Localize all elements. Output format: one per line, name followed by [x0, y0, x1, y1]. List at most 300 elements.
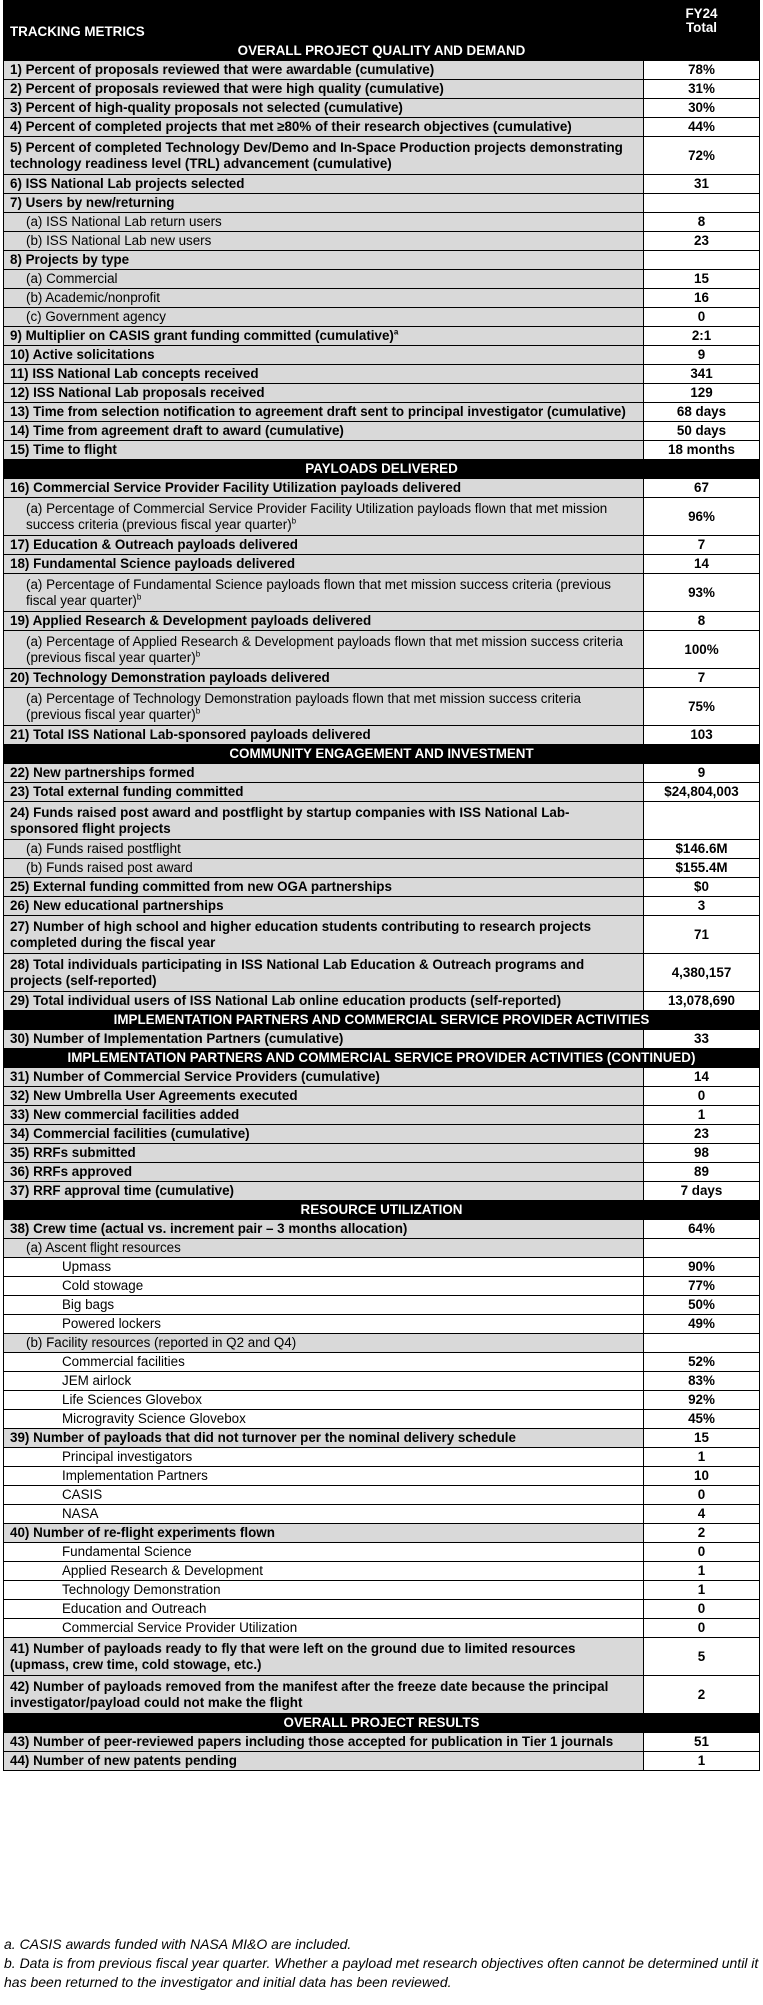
section-header-row [4, 42, 760, 61]
table-row [4, 498, 760, 536]
metric-value [644, 1334, 760, 1353]
metric-label [4, 1163, 644, 1182]
metric-label [4, 1505, 644, 1524]
metric-label-text: JEM airlock [62, 1373, 132, 1389]
metric-label [4, 1486, 644, 1505]
metric-value: 50 days [644, 422, 760, 441]
metric-label [4, 1600, 644, 1619]
metric-label-text: 14) Time from agreement draft to award (cumulative) [10, 423, 344, 439]
metric-label [4, 270, 644, 289]
metric-label [4, 213, 644, 232]
metric-value: 4,380,157 [644, 954, 760, 992]
table-row [4, 194, 760, 213]
section-title: PAYLOADS DELIVERED [4, 460, 760, 479]
metric-value: 14 [644, 1068, 760, 1087]
metric-label [4, 536, 644, 555]
metric-label-text: 6) ISS National Lab projects selected [10, 176, 245, 192]
metric-label [4, 80, 644, 99]
metric-label-text: 41) Number of payloads ready to fly that were left on the ground due to limited resources (upmass, crew time, cold stowage, etc.) [10, 1641, 576, 1672]
metric-label [4, 1448, 644, 1467]
table-row [4, 1315, 760, 1334]
metric-label [4, 1752, 644, 1771]
metric-label-text: 31) Number of Commercial Service Providers (cumulative) [10, 1069, 380, 1085]
metric-value: 1 [644, 1562, 760, 1581]
metric-label-text: Fundamental Science [62, 1544, 192, 1560]
metric-value: 14 [644, 555, 760, 574]
metric-label [4, 992, 644, 1011]
metric-label-text: 19) Applied Research & Development payloads delivered [10, 613, 372, 629]
metric-label-text: 3) Percent of high-quality proposals not selected (cumulative) [10, 100, 403, 116]
metric-label [4, 1030, 644, 1049]
table-row [4, 574, 760, 612]
metric-label-text: 21) Total ISS National Lab-sponsored payloads delivered [10, 727, 371, 743]
metric-label-text: 20) Technology Demonstration payloads delivered [10, 670, 330, 686]
metric-value: 1 [644, 1581, 760, 1600]
metric-label [4, 327, 644, 346]
metric-label [4, 346, 644, 365]
metric-value: 13,078,690 [644, 992, 760, 1011]
metric-label [4, 555, 644, 574]
table-row [4, 954, 760, 992]
table-row [4, 1505, 760, 1524]
table-row [4, 1524, 760, 1543]
metric-label [4, 859, 644, 878]
metric-value: 9 [644, 764, 760, 783]
table-row [4, 840, 760, 859]
metric-label-text: (a) Percentage of Technology Demonstration payloads flown that met mission success criteria (previous fiscal year quarter) [26, 691, 581, 722]
table-row [4, 916, 760, 954]
metric-value: 64% [644, 1220, 760, 1239]
metric-label-text: Microgravity Science Glovebox [62, 1411, 246, 1427]
footnote-marker: b [195, 649, 201, 659]
table-row [4, 1087, 760, 1106]
header-title: TRACKING METRICS [4, 1, 644, 42]
section-header-row [4, 460, 760, 479]
metric-label-text: (a) Funds raised postflight [26, 841, 181, 857]
table-row [4, 1372, 760, 1391]
metric-label-text: 15) Time to flight [10, 442, 117, 458]
metric-value: 2 [644, 1676, 760, 1714]
metric-label [4, 1562, 644, 1581]
section-title: OVERALL PROJECT QUALITY AND DEMAND [4, 42, 760, 61]
metric-label-text: (a) Percentage of Fundamental Science payloads flown that met mission success criteria (previous fiscal year quarter) [26, 577, 611, 608]
metric-label [4, 308, 644, 327]
table-row [4, 175, 760, 194]
metric-label [4, 1619, 644, 1638]
table-row [4, 80, 760, 99]
metric-label-text: Applied Research & Development [62, 1563, 263, 1579]
table-row [4, 669, 760, 688]
table-row [4, 992, 760, 1011]
table-row [4, 1106, 760, 1125]
section-title: RESOURCE UTILIZATION [4, 1201, 760, 1220]
metric-label-text: (a) Commercial [26, 271, 118, 287]
table-row [4, 1296, 760, 1315]
metric-value: 3 [644, 897, 760, 916]
metric-label-text: Commercial Service Provider Utilization [62, 1620, 298, 1636]
metric-label-text: 22) New partnerships formed [10, 765, 195, 781]
metric-value: 4 [644, 1505, 760, 1524]
metric-value: 103 [644, 726, 760, 745]
table-row [4, 1030, 760, 1049]
metric-value: 49% [644, 1315, 760, 1334]
metric-value: 98 [644, 1144, 760, 1163]
metric-label-text: Education and Outreach [62, 1601, 207, 1617]
table-row [4, 1163, 760, 1182]
metric-label [4, 384, 644, 403]
metric-label [4, 764, 644, 783]
table-row [4, 1277, 760, 1296]
metric-label [4, 1182, 644, 1201]
table-header-row [4, 1, 760, 42]
metric-value: 93% [644, 574, 760, 612]
table-row [4, 631, 760, 669]
metric-label [4, 612, 644, 631]
metric-label-text: 30) Number of Implementation Partners (cumulative) [10, 1031, 344, 1047]
table-row [4, 764, 760, 783]
table-row [4, 1410, 760, 1429]
table-row [4, 783, 760, 802]
metric-label-text: 44) Number of new patents pending [10, 1753, 237, 1769]
metric-value: 7 days [644, 1182, 760, 1201]
metric-label-text: 18) Fundamental Science payloads delivered [10, 556, 296, 572]
table-row [4, 422, 760, 441]
metric-value: $24,804,003 [644, 783, 760, 802]
table-row [4, 1752, 760, 1771]
metric-label-text: 40) Number of re-flight experiments flown [10, 1525, 275, 1541]
metric-label [4, 365, 644, 384]
metric-label-text: (b) ISS National Lab new users [26, 233, 212, 249]
metric-label [4, 61, 644, 80]
metric-value: 0 [644, 1600, 760, 1619]
metric-label-text: 29) Total individual users of ISS National Lab online education products (self-reported) [10, 993, 562, 1009]
metric-label [4, 1676, 644, 1714]
metric-label-text: NASA [62, 1506, 99, 1522]
metric-label-text: Commercial facilities [62, 1354, 185, 1370]
table-row [4, 1391, 760, 1410]
table-row [4, 1353, 760, 1372]
metric-label-text: 26) New educational partnerships [10, 898, 224, 914]
metric-value: 16 [644, 289, 760, 308]
table-row [4, 232, 760, 251]
metric-label-text: 32) New Umbrella User Agreements executed [10, 1088, 298, 1104]
table-row [4, 802, 760, 840]
metric-label-text: Life Sciences Glovebox [62, 1392, 202, 1408]
metric-label [4, 99, 644, 118]
metric-value: 51 [644, 1733, 760, 1752]
metric-label [4, 1125, 644, 1144]
table-row [4, 1220, 760, 1239]
metric-label [4, 802, 644, 840]
section-title: OVERALL PROJECT RESULTS [4, 1714, 760, 1733]
metric-value: 45% [644, 1410, 760, 1429]
metric-label-text: Cold stowage [62, 1278, 144, 1294]
metric-value: 0 [644, 1486, 760, 1505]
table-row [4, 479, 760, 498]
metric-label-text: 36) RRFs approved [10, 1164, 133, 1180]
table-row [4, 270, 760, 289]
metric-label-text: (a) Ascent flight resources [26, 1240, 181, 1256]
table-row [4, 327, 760, 346]
table-row [4, 1638, 760, 1676]
metric-label [4, 916, 644, 954]
metric-value: 18 months [644, 441, 760, 460]
table-row [4, 1543, 760, 1562]
metric-value: 31 [644, 175, 760, 194]
table-row [4, 289, 760, 308]
table-row [4, 1144, 760, 1163]
metric-label-text: 8) Projects by type [10, 252, 130, 268]
metric-value: 15 [644, 1429, 760, 1448]
metric-label [4, 1467, 644, 1486]
metric-label [4, 1277, 644, 1296]
metric-label-text: 42) Number of payloads removed from the manifest after the freeze date because the principal investigator/payload could not make the flight [10, 1679, 609, 1710]
table-row [4, 1600, 760, 1619]
metric-label [4, 1087, 644, 1106]
metric-value: 0 [644, 1619, 760, 1638]
metric-value: 8 [644, 612, 760, 631]
table-row [4, 137, 760, 175]
header-column-fy24-total [644, 1, 760, 42]
metric-value: 96% [644, 498, 760, 536]
metric-label-text: 39) Number of payloads that did not turnover per the nominal delivery schedule [10, 1430, 516, 1446]
section-title: IMPLEMENTATION PARTNERS AND COMMERCIAL SERVICE PROVIDER ACTIVITIES (CONTINUED) [4, 1049, 760, 1068]
table-row [4, 688, 760, 726]
section-header-row [4, 1201, 760, 1220]
metric-value: 44% [644, 118, 760, 137]
table-row [4, 536, 760, 555]
metric-value: 7 [644, 536, 760, 555]
table-row [4, 859, 760, 878]
metric-value: 31% [644, 80, 760, 99]
metric-label [4, 498, 644, 536]
metric-label-text: (b) Funds raised post award [26, 860, 193, 876]
metric-label [4, 1581, 644, 1600]
metric-label [4, 403, 644, 422]
table-row [4, 1676, 760, 1714]
metric-label [4, 479, 644, 498]
table-row [4, 1258, 760, 1277]
metric-label-text: (b) Academic/nonprofit [26, 290, 160, 306]
metric-value: $0 [644, 878, 760, 897]
metric-label [4, 422, 644, 441]
metric-value: 8 [644, 213, 760, 232]
tracking-metrics-table [3, 0, 760, 1771]
table-row [4, 1182, 760, 1201]
metric-label [4, 175, 644, 194]
metric-label-text: 1) Percent of proposals reviewed that were awardable (cumulative) [10, 62, 435, 78]
metric-label-text: Upmass [62, 1259, 112, 1275]
metric-label [4, 954, 644, 992]
footnote-marker: a [393, 327, 399, 337]
metric-label [4, 1258, 644, 1277]
metric-label-text: 24) Funds raised post award and postflight by startup companies with ISS National Lab-sponsored flight projects [10, 805, 570, 836]
footnote-a: a. CASIS awards funded with NASA MI&O are included. [4, 1936, 352, 1952]
metric-value: 89 [644, 1163, 760, 1182]
section-header-row [4, 1049, 760, 1068]
metric-label [4, 897, 644, 916]
metric-label-text: Powered lockers [62, 1316, 161, 1332]
metric-label [4, 118, 644, 137]
metric-label-text: 25) External funding committed from new OGA partnerships [10, 879, 392, 895]
metric-label [4, 1144, 644, 1163]
metric-label-text: 9) Multiplier on CASIS grant funding committed (cumulative) [10, 328, 394, 344]
metric-value: 68 days [644, 403, 760, 422]
metric-label-text: 4) Percent of completed projects that met ≥80% of their research objectives (cumulative) [10, 119, 572, 135]
metric-value: 10 [644, 1467, 760, 1486]
metric-value: 1 [644, 1752, 760, 1771]
metric-label [4, 1733, 644, 1752]
footnote-b: b. Data is from previous fiscal year quarter. Whether a payload met research objectives often cannot be determined until it has been returned to the investigator and initial data has been reviewed. [4, 1955, 759, 1990]
table-row [4, 118, 760, 137]
metric-label [4, 137, 644, 175]
metric-value: 2:1 [644, 327, 760, 346]
table-row [4, 346, 760, 365]
header-col-line1: FY24 [685, 5, 718, 21]
metric-value: 90% [644, 1258, 760, 1277]
metric-label-text: 28) Total individuals participating in ISS National Lab Education & Outreach programs and projects (self-reported) [10, 957, 585, 988]
metric-label [4, 232, 644, 251]
section-title: COMMUNITY ENGAGEMENT AND INVESTMENT [4, 745, 760, 764]
table-row [4, 1733, 760, 1752]
metric-label [4, 783, 644, 802]
metric-value: 23 [644, 232, 760, 251]
metric-value: 0 [644, 1087, 760, 1106]
metric-value [644, 802, 760, 840]
table-row [4, 61, 760, 80]
metric-label-text: CASIS [62, 1487, 103, 1503]
metric-label [4, 840, 644, 859]
metric-value [644, 194, 760, 213]
metric-label-text: Technology Demonstration [62, 1582, 221, 1598]
metric-label-text: 43) Number of peer-reviewed papers including those accepted for publication in Tier 1 journals [10, 1734, 614, 1750]
metric-value: 341 [644, 365, 760, 384]
metric-label-text: 23) Total external funding committed [10, 784, 244, 800]
metric-value: 67 [644, 479, 760, 498]
metric-label [4, 1638, 644, 1676]
metric-value: 83% [644, 1372, 760, 1391]
metric-label [4, 1220, 644, 1239]
metric-label-text: 10) Active solicitations [10, 347, 155, 363]
metric-value: 92% [644, 1391, 760, 1410]
metric-value: 52% [644, 1353, 760, 1372]
table-row [4, 1467, 760, 1486]
metric-value: 5 [644, 1638, 760, 1676]
metric-label [4, 1239, 644, 1258]
table-row [4, 213, 760, 232]
table-row [4, 1334, 760, 1353]
metric-value: 1 [644, 1448, 760, 1467]
metric-label-text: 2) Percent of proposals reviewed that were high quality (cumulative) [10, 81, 444, 97]
metric-value: 100% [644, 631, 760, 669]
metric-value: 9 [644, 346, 760, 365]
metric-value: 78% [644, 61, 760, 80]
metric-value: 75% [644, 688, 760, 726]
metric-label-text: Big bags [62, 1297, 115, 1313]
metric-label [4, 1334, 644, 1353]
table-row [4, 1619, 760, 1638]
metric-label-text: (b) Facility resources (reported in Q2 and Q4) [26, 1335, 297, 1351]
table-row [4, 1125, 760, 1144]
section-header-row [4, 1011, 760, 1030]
metric-label-text: 12) ISS National Lab proposals received [10, 385, 265, 401]
metric-value [644, 1239, 760, 1258]
metric-label-text: 7) Users by new/returning [10, 195, 175, 211]
footnote-marker: b [136, 592, 142, 602]
metric-label-text: (a) Percentage of Commercial Service Provider Facility Utilization payloads flown that met mission success criteria (previous fiscal year quarter) [26, 501, 608, 532]
metric-label-text: 11) ISS National Lab concepts received [10, 366, 259, 382]
table-row [4, 555, 760, 574]
metric-label-text: 38) Crew time (actual vs. increment pair – 3 months allocation) [10, 1221, 408, 1237]
metric-label-text: 34) Commercial facilities (cumulative) [10, 1126, 250, 1142]
metric-label-text: 37) RRF approval time (cumulative) [10, 1183, 234, 1199]
metric-label [4, 1315, 644, 1334]
metric-label [4, 1524, 644, 1543]
metric-label [4, 1410, 644, 1429]
table-row [4, 878, 760, 897]
metric-label [4, 631, 644, 669]
metric-value: 33 [644, 1030, 760, 1049]
metric-label [4, 441, 644, 460]
table-row [4, 308, 760, 327]
table-row [4, 612, 760, 631]
metric-label [4, 726, 644, 745]
table-row [4, 99, 760, 118]
metric-label-text: 16) Commercial Service Provider Facility Utilization payloads delivered [10, 480, 461, 496]
table-row [4, 1448, 760, 1467]
table-row [4, 1562, 760, 1581]
header-col-line2: Total [686, 20, 717, 35]
metric-label [4, 688, 644, 726]
metric-value: 15 [644, 270, 760, 289]
metric-label [4, 878, 644, 897]
metric-label-text: 5) Percent of completed Technology Dev/Demo and In-Space Production projects demonstrating technology readiness level (TRL) advancement (cumulative) [10, 140, 623, 171]
metric-label-text: (a) Percentage of Applied Research & Development payloads flown that met mission success criteria (previous fiscal year quarter) [26, 634, 623, 665]
section-title: IMPLEMENTATION PARTNERS AND COMMERCIAL SERVICE PROVIDER ACTIVITIES [4, 1011, 760, 1030]
metric-value: 129 [644, 384, 760, 403]
metric-label-text: 27) Number of high school and higher education students contributing to research projects completed during the fiscal year [10, 919, 592, 950]
metric-label-text: (c) Government agency [26, 309, 166, 325]
metric-label [4, 1106, 644, 1125]
metric-value: 71 [644, 916, 760, 954]
metric-value: 50% [644, 1296, 760, 1315]
metric-label [4, 1068, 644, 1087]
metric-label [4, 669, 644, 688]
table-row [4, 1429, 760, 1448]
section-header-row [4, 745, 760, 764]
metric-value: 1 [644, 1106, 760, 1125]
metric-value: $155.4M [644, 859, 760, 878]
section-header-row [4, 1714, 760, 1733]
metric-value: $146.6M [644, 840, 760, 859]
metric-label [4, 194, 644, 213]
table-row [4, 384, 760, 403]
footnote-marker: b [291, 516, 297, 526]
metric-value: 77% [644, 1277, 760, 1296]
table-row [4, 403, 760, 422]
metric-value: 30% [644, 99, 760, 118]
table-row [4, 897, 760, 916]
metric-label-text: 35) RRFs submitted [10, 1145, 136, 1161]
metric-label-text: (a) ISS National Lab return users [26, 214, 222, 230]
metric-value: 0 [644, 308, 760, 327]
metric-value [644, 251, 760, 270]
metric-label [4, 1543, 644, 1562]
metric-label [4, 1391, 644, 1410]
table-row [4, 1581, 760, 1600]
metric-label-text: Principal investigators [62, 1449, 193, 1465]
table-row [4, 1486, 760, 1505]
